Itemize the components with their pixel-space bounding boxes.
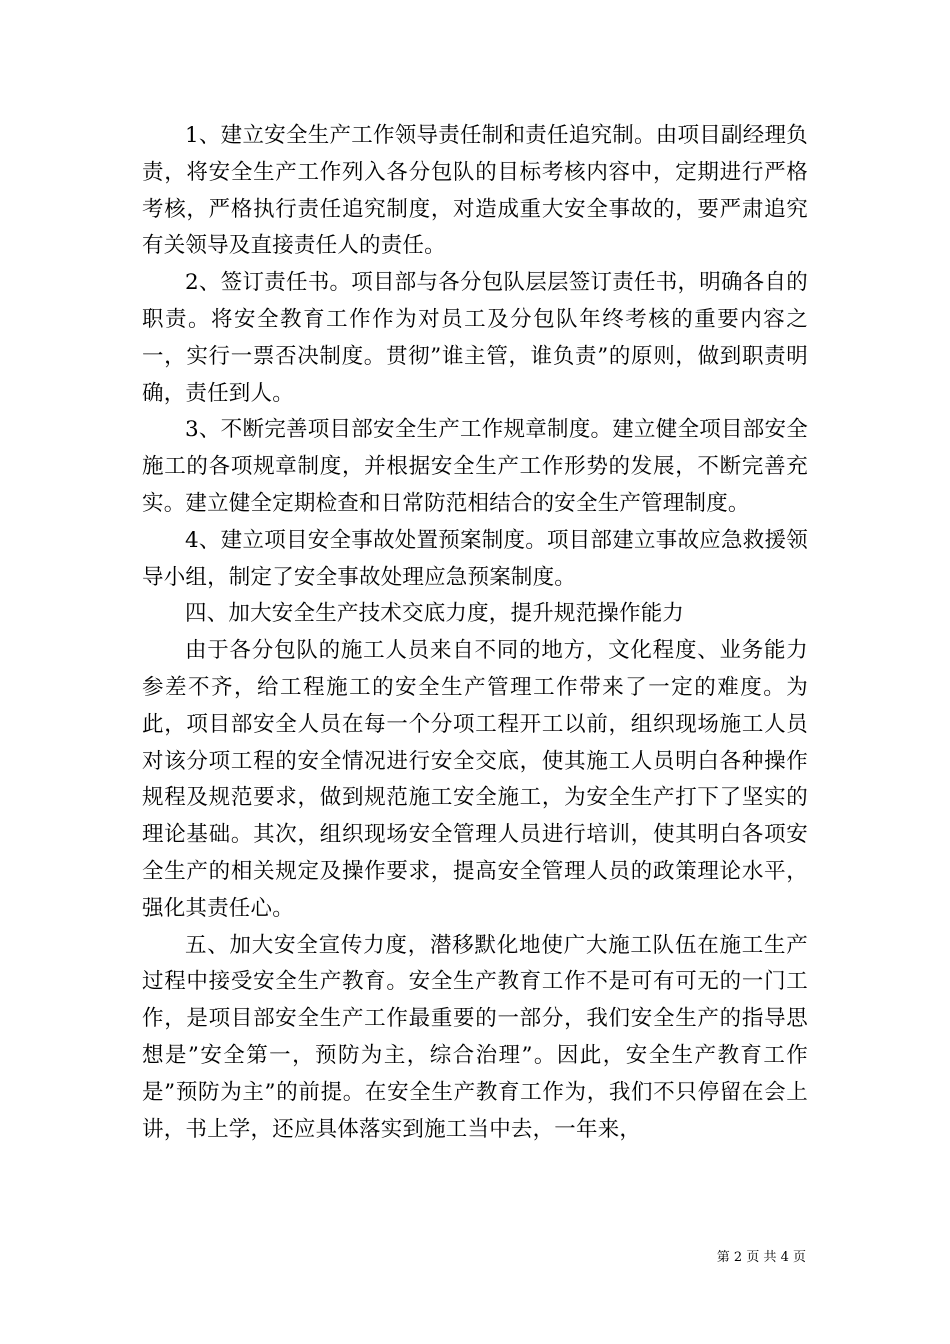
document-body (142, 118, 808, 1148)
section-heading-4: 四、加大安全生产技术交底力度，提升规范操作能力 (185, 601, 685, 627)
paragraph-1: 1、建立安全生产工作领导责任制和责任追究制。由项目副经理负责，将安全生产工作列入各分包队的目标考核内容中，定期进行严格考核，严格执行责任追究制度，对造成重大安全事故的，要严肃追究有关领导及直接责任人的责任。 (142, 123, 808, 259)
page-number: 第 2 页 共 4 页 (716, 1250, 806, 1265)
paragraph-4: 4、建立项目安全事故处置预案制度。项目部建立事故应急救援领导小组，制定了安全事故处理应急预案制度。 (142, 527, 808, 590)
paragraph-2: 2、签订责任书。项目部与各分包队层层签订责任书，明确各自的职责。将安全教育工作作为对员工及分包队年终考核的重要内容之一，实行一票否决制度。贯彻”谁主管，谁负责”的原则，做到职责明确，责任到人。 (142, 270, 808, 406)
section-heading-5: 五、加大安全宣传力度，潜移默化地使广大施工队伍在施工生产过程中接受安全生产教育。安全生产教育工作不是可有可无的一门工作，是项目部安全生产工作最重要的一部分，我们安全生产的指导思想是”安全第一，预防为主，综合治理”。因此，安全生产教育工作是”预防为主”的前提。在安全生产教育工作为，我们不只停留在会上讲，书上学，还应具体落实到施工当中去，一年来， (142, 932, 808, 1142)
paragraph-5: 由于各分包队的施工人员来自不同的地方，文化程度、业务能力参差不齐，给工程施工的安全生产管理工作带来了一定的难度。为此，项目部安全人员在每一个分项工程开工以前，组织现场施工人员对该分项工程的安全情况进行安全交底，使其施工人员明白各种操作规程及规范要求，做到规范施工安全施工，为安全生产打下了坚实的理论基础。其次，组织现场安全管理人员进行培训，使其明白各项安全生产的相关规定及操作要求，提高安全管理人员的政策理论水平，强化其责任心。 (142, 638, 808, 921)
paragraph-3: 3、不断完善项目部安全生产工作规章制度。建立健全项目部安全施工的各项规章制度，并根据安全生产工作形势的发展，不断完善充实。建立健全定期检查和日常防范相结合的安全生产管理制度。 (142, 417, 808, 516)
